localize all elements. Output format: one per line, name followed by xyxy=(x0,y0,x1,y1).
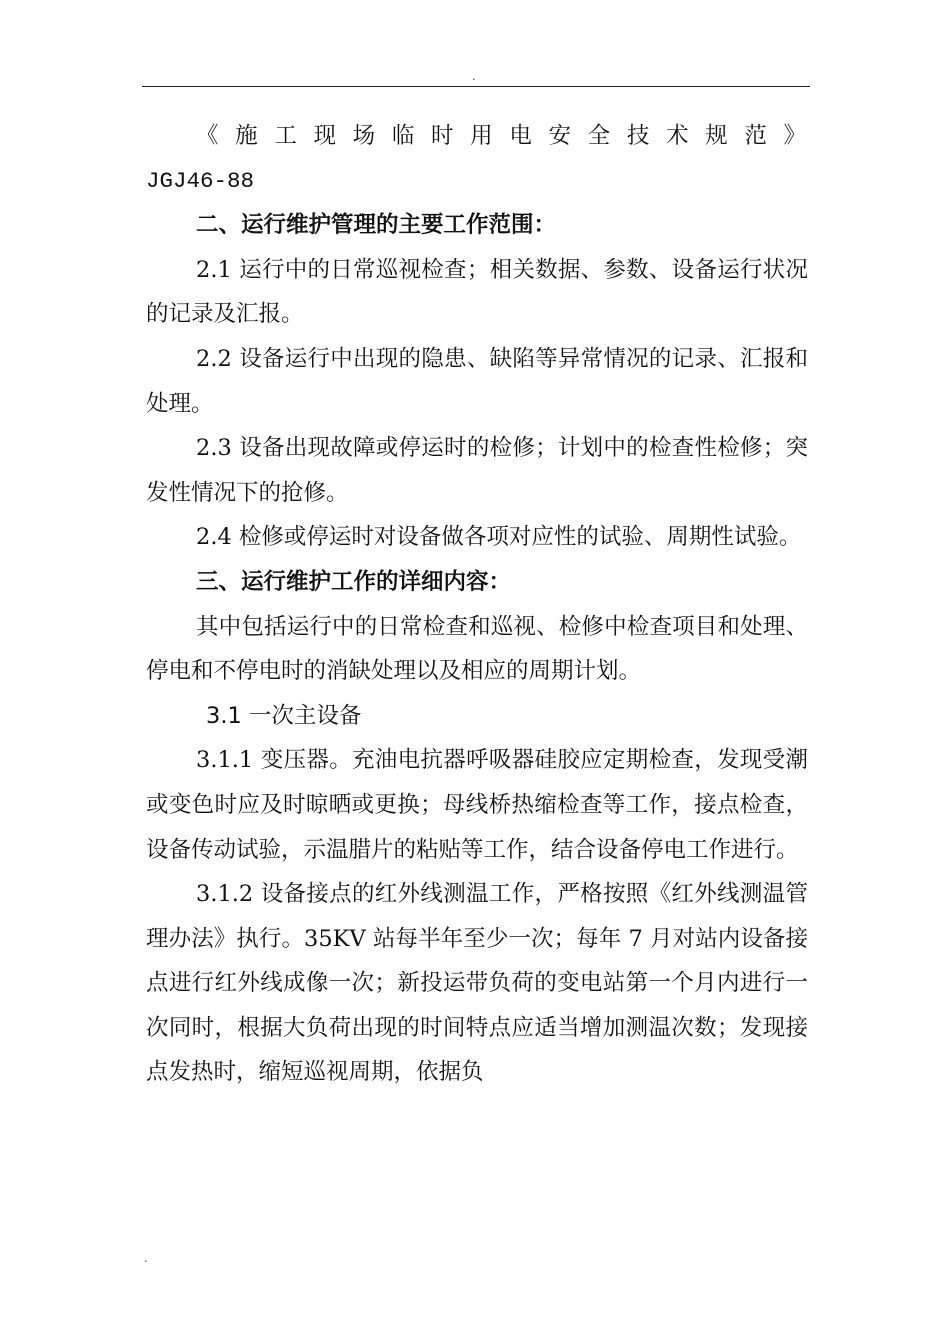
header-rule xyxy=(142,86,810,87)
footer-mark: . xyxy=(144,1252,148,1265)
header-mark: . xyxy=(472,70,476,83)
document-body xyxy=(146,114,808,1095)
paragraph-3-1-2: 3.1.2 设备接点的红外线测温工作，严格按照《红外线测温管理办法》执行。35KV 站每半年至少一次；每年 7 月对站内设备接点进行红外线成像一次；新投运带负荷的变电站第一个月内进行一次同时，根据大负荷出现的时间特点应适当增加测温次数；发现接点发热时，缩短巡视周期，依据负 xyxy=(146,881,808,1086)
paragraph-3-intro: 其中包括运行中的日常检查和巡视、检修中检查项目和处理、停电和不停电时的消缺处理以及相应的周期计划。 xyxy=(146,613,808,685)
paragraph-3-1-1: 3.1.1 变压器。充油电抗器呼吸器硅胶应定期检查，发现受潮或变色时应及时晾晒或更换；母线桥热缩检查等工作，接点检查，设备传动试验，示温腊片的粘贴等工作，结合设备停电工作进行。 xyxy=(146,747,808,863)
section-3-heading: 三、运行维护工作的详细内容： xyxy=(196,568,512,595)
subsection-3-1-heading: 3.1 一次主设备 xyxy=(206,702,362,729)
standard-code: JGJ46-88 xyxy=(146,167,255,194)
section-2-heading: 二、运行维护管理的主要工作范围： xyxy=(196,212,557,239)
standard-title: 《施工现场临时用电安全技术规范》 xyxy=(196,123,808,149)
paragraph-2-2: 2.2 设备运行中出现的隐患、缺陷等异常情况的记录、汇报和处理。 xyxy=(146,345,808,417)
paragraph-2-1: 2.1 运行中的日常巡视检查；相关数据、参数、设备运行状况的记录及汇报。 xyxy=(146,256,808,328)
paragraph-2-4: 2.4 检修或停运时对设备做各项对应性的试验、周期性试验。 xyxy=(196,524,802,551)
paragraph-2-3: 2.3 设备出现故障或停运时的检修；计划中的检查性检修；突发性情况下的抢修。 xyxy=(146,435,808,506)
